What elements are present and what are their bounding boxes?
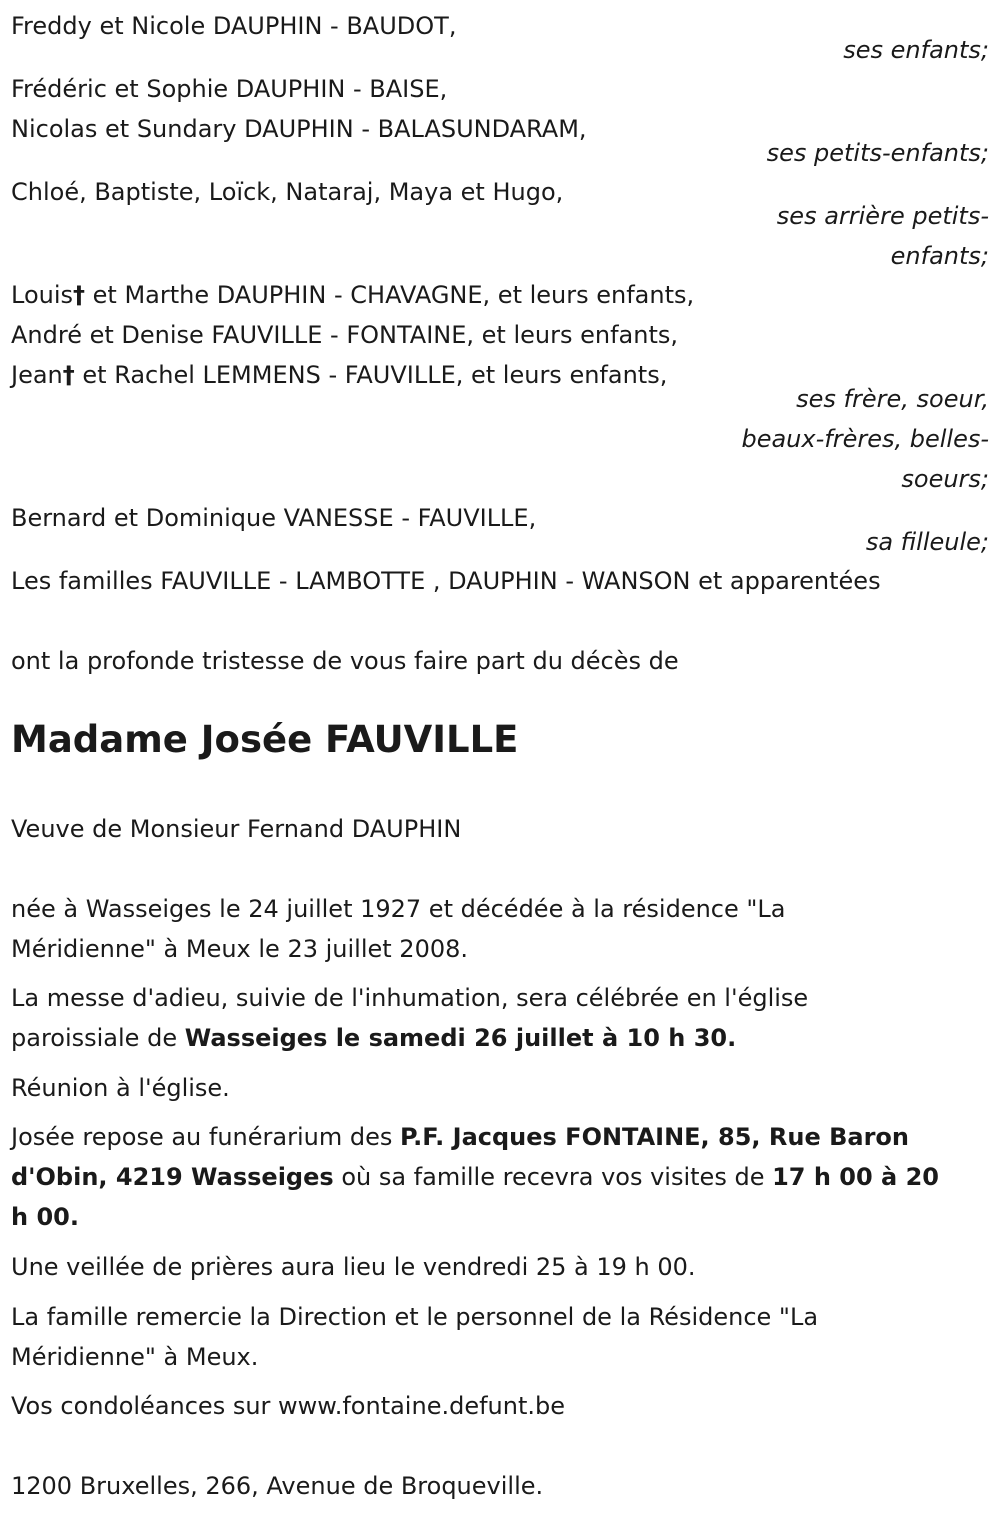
rest-line-2 xyxy=(11,1157,939,1197)
mass-line-2 xyxy=(11,1018,736,1058)
funeral-home: P.F. Jacques FONTAINE, 85, Rue Baron xyxy=(400,1123,909,1151)
visiting-hours: 17 h 00 à 20 xyxy=(772,1163,939,1191)
mass-text: paroissiale de xyxy=(11,1024,185,1052)
rest-text: Josée repose au funérarium des xyxy=(11,1123,400,1151)
children-role: ses enfants; xyxy=(843,36,989,64)
grandchildren-line-2: Nicolas et Sundary DAUPHIN - BALASUNDARAM, xyxy=(11,115,587,143)
godchild-line: Bernard et Dominique VANESSE - FAUVILLE, xyxy=(11,504,537,532)
widow-line: Veuve de Monsieur Fernand DAUPHIN xyxy=(11,815,462,843)
siblings-role-2: beaux-frères, belles- xyxy=(741,425,989,453)
meeting-line: Réunion à l'église. xyxy=(11,1074,230,1102)
sibling-line-3 xyxy=(11,355,667,395)
great-grandchildren-role-2: enfants; xyxy=(890,242,989,270)
mass-line-1: La messe d'adieu, suivie de l'inhumation, sera célébrée en l'église xyxy=(11,984,809,1012)
rest-text: où sa famille recevra vos visites de xyxy=(333,1163,773,1191)
funeral-home-address: d'Obin, 4219 Wasseiges xyxy=(11,1163,334,1191)
sibling-name: Jean xyxy=(11,361,63,389)
grandchildren-role: ses petits-enfants; xyxy=(766,139,989,167)
sibling-rest: et Rachel LEMMENS - FAUVILLE, et leurs enfants, xyxy=(74,361,668,389)
visiting-hours-end: h 00. xyxy=(11,1203,79,1231)
great-grandchildren-role-1: ses arrière petits- xyxy=(776,202,989,230)
address-line: 1200 Bruxelles, 266, Avenue de Broqueville. xyxy=(11,1472,544,1500)
rest-line-1 xyxy=(11,1117,909,1157)
announcement: ont la profonde tristesse de vous faire part du décès de xyxy=(11,647,679,675)
cross-icon: † xyxy=(73,281,86,309)
mass-place-date: Wasseiges le samedi 26 juillet à 10 h 30. xyxy=(184,1024,737,1052)
siblings-role-1: ses frère, soeur, xyxy=(796,385,989,413)
life-line-1: née à Wasseiges le 24 juillet 1927 et décédée à la résidence "La xyxy=(11,895,786,923)
rest-line-3 xyxy=(11,1197,79,1237)
condolences-line: Vos condoléances sur www.fontaine.defunt.be xyxy=(11,1392,565,1420)
deceased-name: Madame Josée FAUVILLE xyxy=(11,718,519,761)
families-line: Les familles FAUVILLE - LAMBOTTE , DAUPHIN - WANSON et apparentées xyxy=(11,567,881,595)
children-line: Freddy et Nicole DAUPHIN - BAUDOT, xyxy=(11,12,457,40)
sibling-line-1 xyxy=(11,275,694,315)
vigil-line: Une veillée de prières aura lieu le vendredi 25 à 19 h 00. xyxy=(11,1253,696,1281)
sibling-name: Louis xyxy=(11,281,74,309)
sibling-rest: et Marthe DAUPHIN - CHAVAGNE, et leurs enfants, xyxy=(85,281,695,309)
godchild-role: sa filleule; xyxy=(865,528,989,556)
life-line-2: Méridienne" à Meux le 23 juillet 2008. xyxy=(11,935,469,963)
cross-icon: † xyxy=(62,361,75,389)
great-grandchildren-line: Chloé, Baptiste, Loïck, Nataraj, Maya et Hugo, xyxy=(11,178,564,206)
grandchildren-line-1: Frédéric et Sophie DAUPHIN - BAISE, xyxy=(11,75,448,103)
thanks-line-1: La famille remercie la Direction et le personnel de la Résidence "La xyxy=(11,1303,819,1331)
sibling-line-2: André et Denise FAUVILLE - FONTAINE, et leurs enfants, xyxy=(11,321,678,349)
siblings-role-3: soeurs; xyxy=(901,465,989,493)
thanks-line-2: Méridienne" à Meux. xyxy=(11,1343,259,1371)
